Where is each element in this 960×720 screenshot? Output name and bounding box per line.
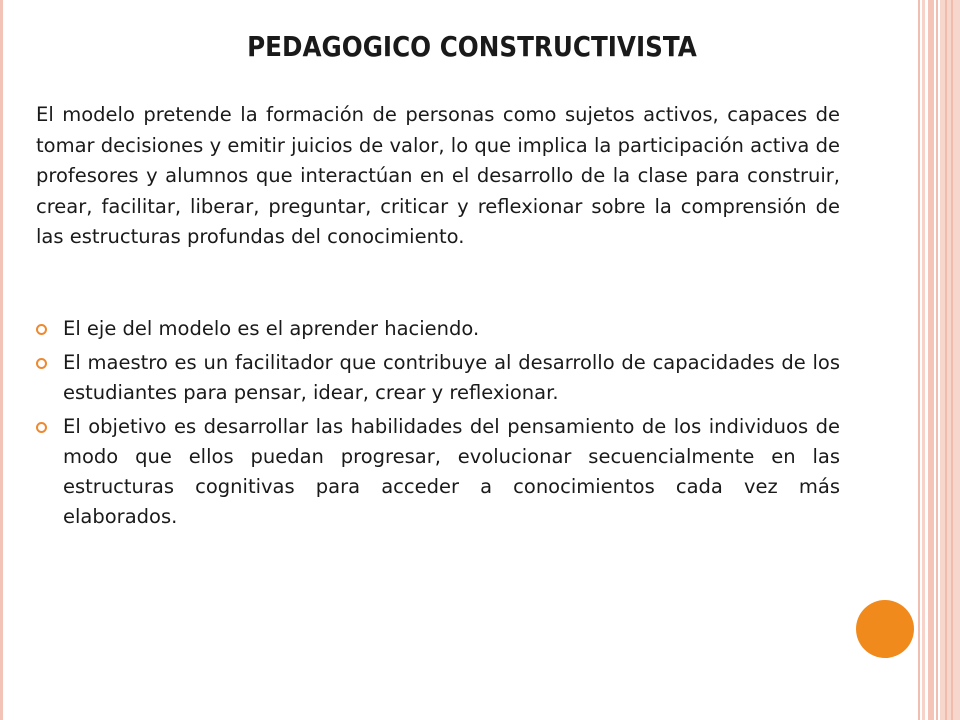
orange-circle-decoration <box>856 600 914 658</box>
ring-bullet-icon <box>36 324 47 335</box>
stripe <box>918 0 920 720</box>
intro-paragraph: El modelo pretende la formación de personas como sujetos activos, capaces de tomar decisiones y emitir juicios de valor, lo que implica la participación activa de profesores y alumnos que interactúan en el desarrollo de la clase para construir, crear, facilitar, liberar, preguntar, criticar y reflexionar sobre la comprensión de las estructuras profundas del conocimiento. <box>36 103 840 248</box>
stripe <box>922 0 925 720</box>
ring-bullet-icon <box>36 422 47 433</box>
stripe <box>940 0 960 720</box>
left-border-decoration <box>0 0 3 720</box>
ring-bullet-icon <box>36 358 47 369</box>
stripe <box>945 0 947 720</box>
slide-title: PEDAGOGICO CONSTRUCTIVISTA <box>247 30 697 63</box>
stripe <box>936 0 938 720</box>
bullet-item <box>36 314 840 344</box>
bullet-text: El eje del modelo es el aprender haciendo. <box>63 317 480 340</box>
bullet-item <box>36 348 840 408</box>
bullet-text: El objetivo es desarrollar las habilidades del pensamiento de los individuos de modo que ellos puedan progresar, evolucionar secuencialmente en las estructuras cognitivas para acceder a conocimientos cada vez más elaborados. <box>63 415 840 528</box>
bullet-text: El maestro es un facilitador que contribuye al desarrollo de capacidades de los estudiantes para pensar, idear, crear y reflexionar. <box>63 351 840 404</box>
stripe <box>928 0 934 720</box>
stripe <box>951 0 953 720</box>
bullet-list <box>36 314 840 536</box>
bullet-item <box>36 412 840 532</box>
